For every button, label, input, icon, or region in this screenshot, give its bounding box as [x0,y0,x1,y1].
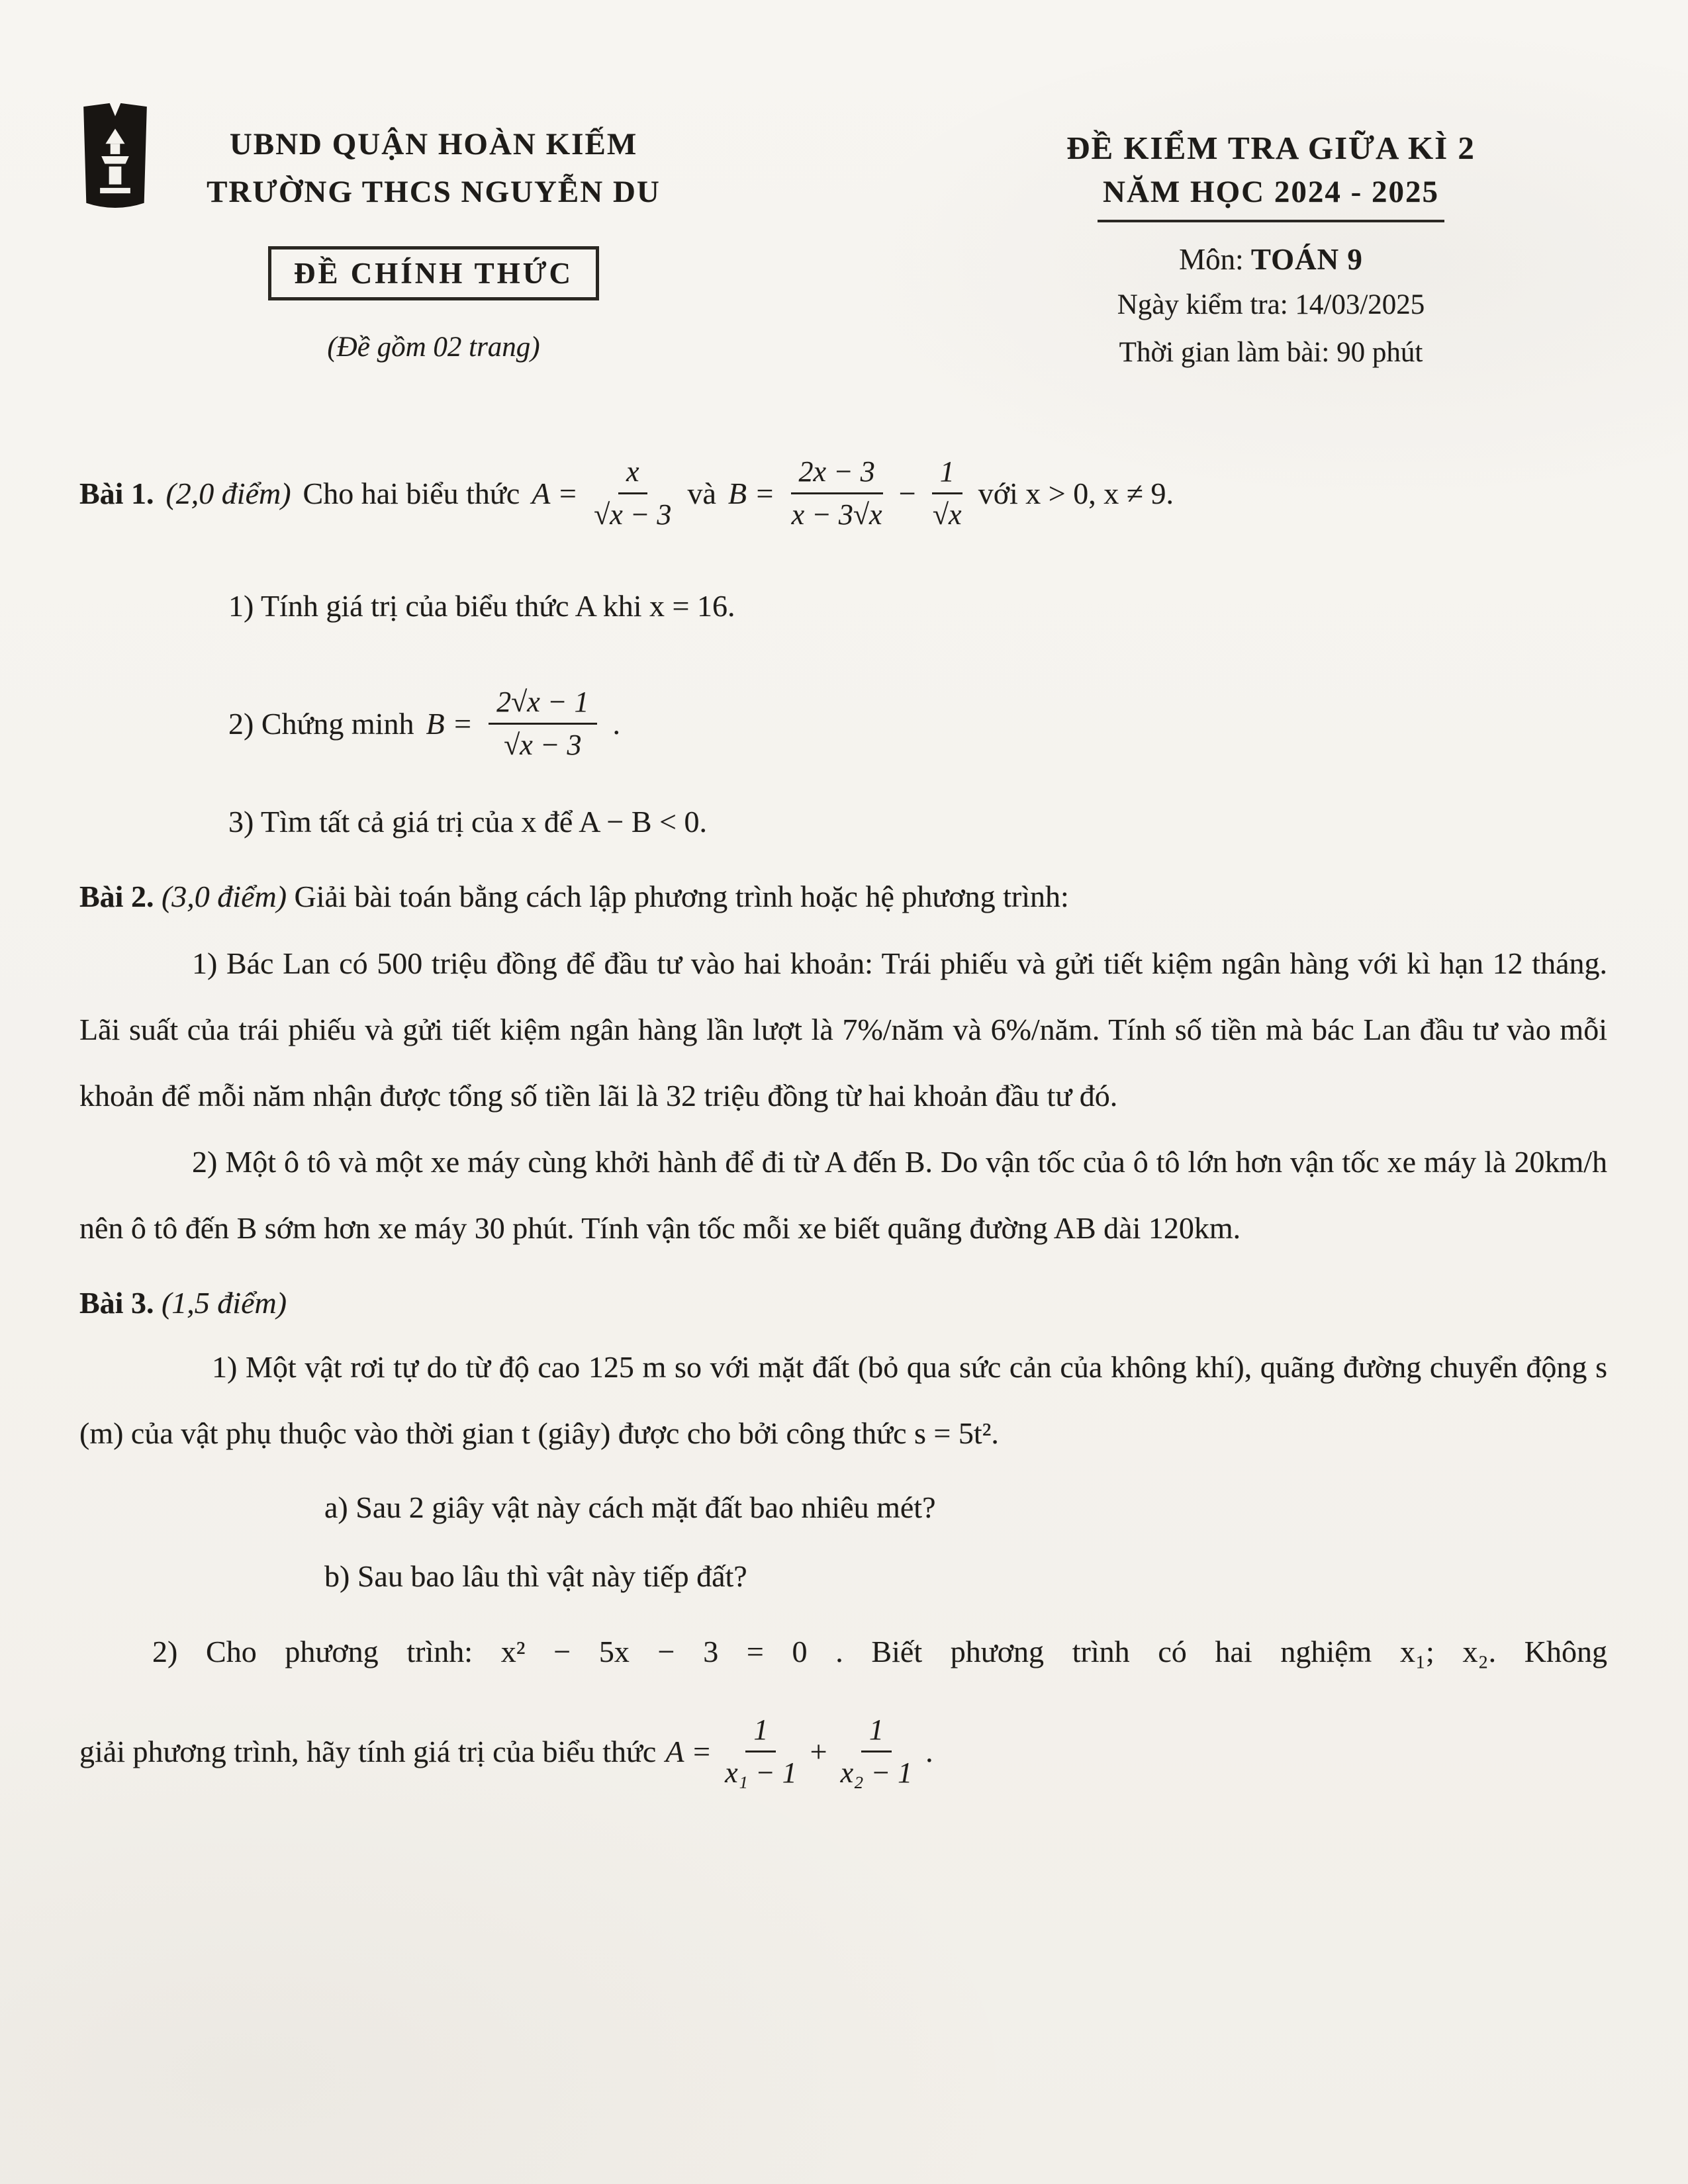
problem1-heading [79,437,1607,549]
proof-b-fraction [489,685,596,762]
school-year: NĂM HỌC 2024 - 2025 [1098,172,1444,222]
problem2-label: Bài 2. [79,880,154,913]
formula-b-denominator2: √x [932,498,962,531]
formula-b-fraction1 [791,455,883,532]
problem1-intro: Cho hai biểu thức [303,476,520,510]
formula-a-denominator: √x − 3 [594,498,672,531]
school-logo [81,99,150,213]
problem3-item1b: b) Sau bao lâu thì vật này tiếp đất? [324,1559,747,1593]
pages-note: (Đề gồm 02 trang) [327,332,540,363]
exam-title: ĐỀ KIỂM TRA GIỮA KÌ 2 [1066,130,1476,166]
problem1-condition: với x > 0, x ≠ 9. [978,476,1174,510]
formula-b-numerator1: 2x − 3 [791,455,883,494]
problem3-item2-line1: 2) Cho phương trình: x² − 5x − 3 = 0 . Biết phương trình có hai nghiệm x₁; x₂. Không [152,1635,1607,1668]
problem1-points: (2,0 điểm) [165,476,291,510]
expression-fraction1-denominator: x₁ − 1 [725,1756,797,1789]
expression-fraction1 [725,1713,797,1790]
header-right [947,124,1595,372]
problem3-label: Bài 3. [79,1286,154,1320]
official-exam-stamp: ĐỀ CHÍNH THỨC [268,246,599,300]
formula-a-numerator: x [618,455,647,494]
problem3-points: (1,5 điểm) [161,1286,287,1320]
expression-a-lead: A = [665,1734,712,1768]
subject-line [947,242,1595,277]
expression-fraction2-denominator: x₂ − 1 [840,1756,913,1789]
plus-sign: + [810,1734,827,1768]
header-left [156,120,712,363]
proof-b-lead: B = [426,706,473,741]
exam-duration: Thời gian làm bài: 90 phút [1119,337,1423,368]
problem3-item1a: a) Sau 2 giây vật này cách mặt đất bao nhiêu mét? [324,1490,936,1524]
formula-b-numerator2: 1 [932,455,962,494]
exam-date: Ngày kiểm tra: 14/03/2025 [1117,289,1425,320]
pagoda-emblem-icon [81,99,150,213]
conjunction-and: và [687,476,716,510]
problem3-item2-lead: giải phương trình, hãy tính giá trị của biểu thức [79,1734,657,1768]
exam-body [79,437,1607,1804]
subject-label: Môn: [1179,243,1244,276]
problem2-heading [79,871,1607,923]
school-name: TRƯỜNG THCS NGUYỄN DU [207,175,661,209]
minus-sign: − [898,476,916,510]
issuing-authority: UBND QUẬN HOÀN KIẾM [229,127,638,161]
formula-b-denominator1: x − 3√x [791,498,882,531]
proof-b-denominator: √x − 3 [504,728,582,761]
problem2-points: (3,0 điểm) [161,880,287,913]
expression-fraction1-numerator: 1 [745,1713,776,1752]
formula-a-lead: A = [532,476,579,510]
proof-b-numerator: 2√x − 1 [489,685,596,725]
formula-a-fraction [594,455,671,532]
expression-fraction2 [841,1713,913,1790]
subject-name: TOÁN 9 [1250,243,1363,276]
problem1-item1: 1) Tính giá trị của biểu thức A khi x = 16. [228,589,735,623]
problem3-item1: 1) Một vật rơi tự do từ độ cao 125 m so với mặt đất (bỏ qua sức cản của không khí), quãng đường chuyển động s (m) của vật phụ thuộc vào thời gian t (giây) được cho bởi công thức s = 5t². [79,1350,1607,1450]
problem3-heading [79,1277,1607,1329]
problem2-intro: Giải bài toán bằng cách lập phương trình hoặc hệ phương trình: [294,880,1069,913]
problem2-item2: 2) Một ô tô và một xe máy cùng khởi hành để đi từ A đến B. Do vận tốc của ô tô lớn hơn vận tốc xe máy là 20km/h nên ô tô đến B sớm hơn xe máy 30 phút. Tính vận tốc mỗi xe biết quãng đường AB dài 120km. [79,1145,1607,1245]
problem2-item1: 1) Bác Lan có 500 triệu đồng để đầu tư vào hai khoản: Trái phiếu và gửi tiết kiệm ngân hàng với kì hạn 12 tháng. Lãi suất của trái phiếu và gửi tiết kiệm ngân hàng lần lượt là 7%/năm và 6%/năm. Tính số tiền mà bác Lan đầu tư vào mỗi khoản để mỗi năm nhận được tổng số tiền lãi là 32 triệu đồng từ hai khoản đầu tư đó. [79,946,1607,1113]
proof-period: . [612,706,621,741]
problem1-item2 [79,660,1607,786]
formula-b-fraction2 [932,455,962,532]
expression-fraction2-numerator: 1 [861,1713,892,1752]
expression-period: . [925,1734,933,1768]
problem3-item2-formula [79,1698,1607,1804]
problem1-item2-lead: 2) Chứng minh [228,706,414,741]
problem1-item3: 3) Tìm tất cả giá trị của x để A − B < 0. [228,805,707,839]
problem1-label: Bài 1. [79,476,154,510]
formula-b-lead: B = [727,476,775,510]
